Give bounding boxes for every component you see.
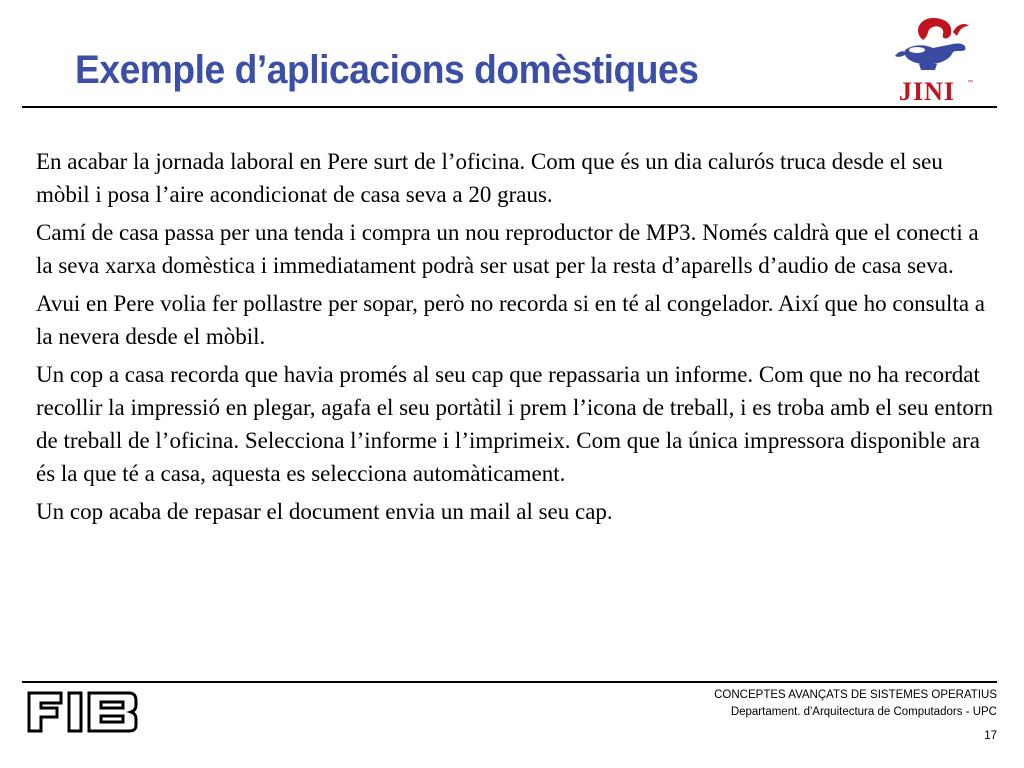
svg-text:™: ™ [967, 80, 973, 86]
page-number: 17 [984, 730, 997, 742]
paragraph-1: En acabar la jornada laboral en Pere surt de l’oficina. Com que és un dia calurós truca desde el seu mòbil i posa l’aire acondicionat de casa seva a 20 graus. [36, 149, 943, 207]
fib-logo [25, 689, 140, 735]
jini-logo-text: JINI [899, 77, 956, 106]
footer [714, 687, 997, 721]
paragraph-5: Un cop acaba de repasar el document envia un mail al seu cap. [36, 499, 613, 524]
slide-body [36, 145, 996, 532]
footer-course: CONCEPTES AVANÇATS DE SISTEMES OPERATIUS [714, 689, 997, 701]
slide-title: Exemple d’aplicacions domèstiques [75, 48, 699, 92]
paragraph-4: Un cop a casa recorda que havia promés al seu cap que repassaria un informe. Com que no ha recordat recollir la impressió en plegar, agafa el seu portàtil i prem l’icona de treball, i es troba amb el seu entorn de treball de l’oficina. Selecciona l’informe i l’imprimeix. Com que la única impressora disponible ara és la que té a casa, aquesta es selecciona automàticament. [36, 362, 994, 486]
paragraph-2: Camí de casa passa per una tenda i compra un nou reproductor de MP3. Només caldrà que el conecti a la seva xarxa domèstica i immediatament podrà ser usat per la resta d’aparells d’audio de casa seva. [36, 220, 979, 278]
footer-department: Departament. d'Arquitectura de Computadors - UPC [730, 706, 997, 718]
paragraph-3: Avui en Pere volia fer pollastre per sopar, però no recorda si en té al congelador. Així que ho consulta a la nevera desde el mòbil. [36, 291, 985, 349]
title-divider [22, 106, 997, 108]
jini-logo [893, 10, 975, 106]
footer-divider [22, 681, 997, 683]
